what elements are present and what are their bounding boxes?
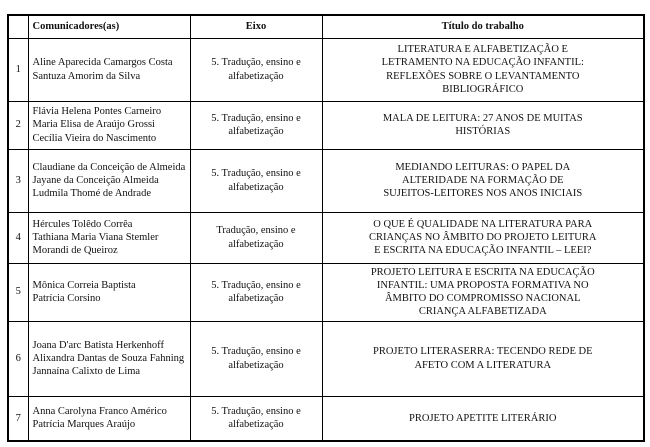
- axis-cell: 5. Tradução, ensino e alfabetização: [190, 396, 322, 441]
- axis-cell: 5. Tradução, ensino e alfabetização: [190, 38, 322, 101]
- row-number: 1: [8, 38, 28, 101]
- row-number: 3: [8, 149, 28, 212]
- communicators-cell: Flávia Helena Pontes Carneiro Maria Elisa de Araújo Grossi Cecília Vieira do Nascimento: [28, 101, 190, 149]
- communicators-cell: Joana D'arc Batista Herkenhoff Alixandra Dantas de Souza Fahning Jannaína Calixto de Lima: [28, 321, 190, 396]
- title-cell: MALA DE LEITURA: 27 ANOS DE MUITAS HISTÓRIAS: [322, 101, 644, 149]
- title-cell: PROJETO LEITURA E ESCRITA NA EDUCAÇÃO INFANTIL: UMA PROPOSTA FORMATIVA NO ÂMBITO DO COMPROMISSO NACIONAL CRIANÇA ALFABETIZADA: [322, 263, 644, 321]
- table-row: [8, 101, 644, 149]
- axis-cell: 5. Tradução, ensino e alfabetização: [190, 321, 322, 396]
- header-title: Título do trabalho: [322, 15, 644, 38]
- table-row: [8, 396, 644, 441]
- table-row: [8, 149, 644, 212]
- communicators-cell: Mônica Correia Baptista Patrícia Corsino: [28, 263, 190, 321]
- axis-cell: Tradução, ensino e alfabetização: [190, 212, 322, 263]
- table-row: [8, 38, 644, 101]
- title-cell: MEDIANDO LEITURAS: O PAPEL DA ALTERIDADE NA FORMAÇÃO DE SUJEITOS-LEITORES NOS ANOS INICIAIS: [322, 149, 644, 212]
- row-number: 7: [8, 396, 28, 441]
- table-header-row: [8, 15, 644, 38]
- header-axis: Eixo: [190, 15, 322, 38]
- axis-cell: 5. Tradução, ensino e alfabetização: [190, 263, 322, 321]
- header-communicators: Comunicadores(as): [28, 15, 190, 38]
- row-number: 6: [8, 321, 28, 396]
- communicators-cell: Hércules Tolêdo Corrêa Tathiana Maria Viana Stemler Morandi de Queiroz: [28, 212, 190, 263]
- table-row: [8, 263, 644, 321]
- row-number: 2: [8, 101, 28, 149]
- works-table: [7, 14, 645, 442]
- title-cell: O QUE É QUALIDADE NA LITERATURA PARA CRIANÇAS NO ÂMBITO DO PROJETO LEITURA E ESCRITA NA EDUCAÇÃO INFANTIL – LEEI?: [322, 212, 644, 263]
- table-row: [8, 212, 644, 263]
- axis-cell: 5. Tradução, ensino e alfabetização: [190, 149, 322, 212]
- title-cell: PROJETO LITERASERRA: TECENDO REDE DE AFETO COM A LITERATURA: [322, 321, 644, 396]
- axis-cell: 5. Tradução, ensino e alfabetização: [190, 101, 322, 149]
- header-number: [8, 15, 28, 38]
- row-number: 5: [8, 263, 28, 321]
- row-number: 4: [8, 212, 28, 263]
- communicators-cell: Claudiane da Conceição de Almeida Jayane da Conceição Almeida Ludmila Thomé de Andrade: [28, 149, 190, 212]
- table-row: [8, 321, 644, 396]
- title-cell: LITERATURA E ALFABETIZAÇÃO E LETRAMENTO NA EDUCAÇÃO INFANTIL: REFLEXÕES SOBRE O LEVANTAMENTO BIBLIOGRÁFICO: [322, 38, 644, 101]
- title-cell: PROJETO APETITE LITERÁRIO: [322, 396, 644, 441]
- communicators-cell: Aline Aparecida Camargos Costa Santuza Amorim da Silva: [28, 38, 190, 101]
- communicators-cell: Anna Carolyna Franco Américo Patrícia Marques Araújo: [28, 396, 190, 441]
